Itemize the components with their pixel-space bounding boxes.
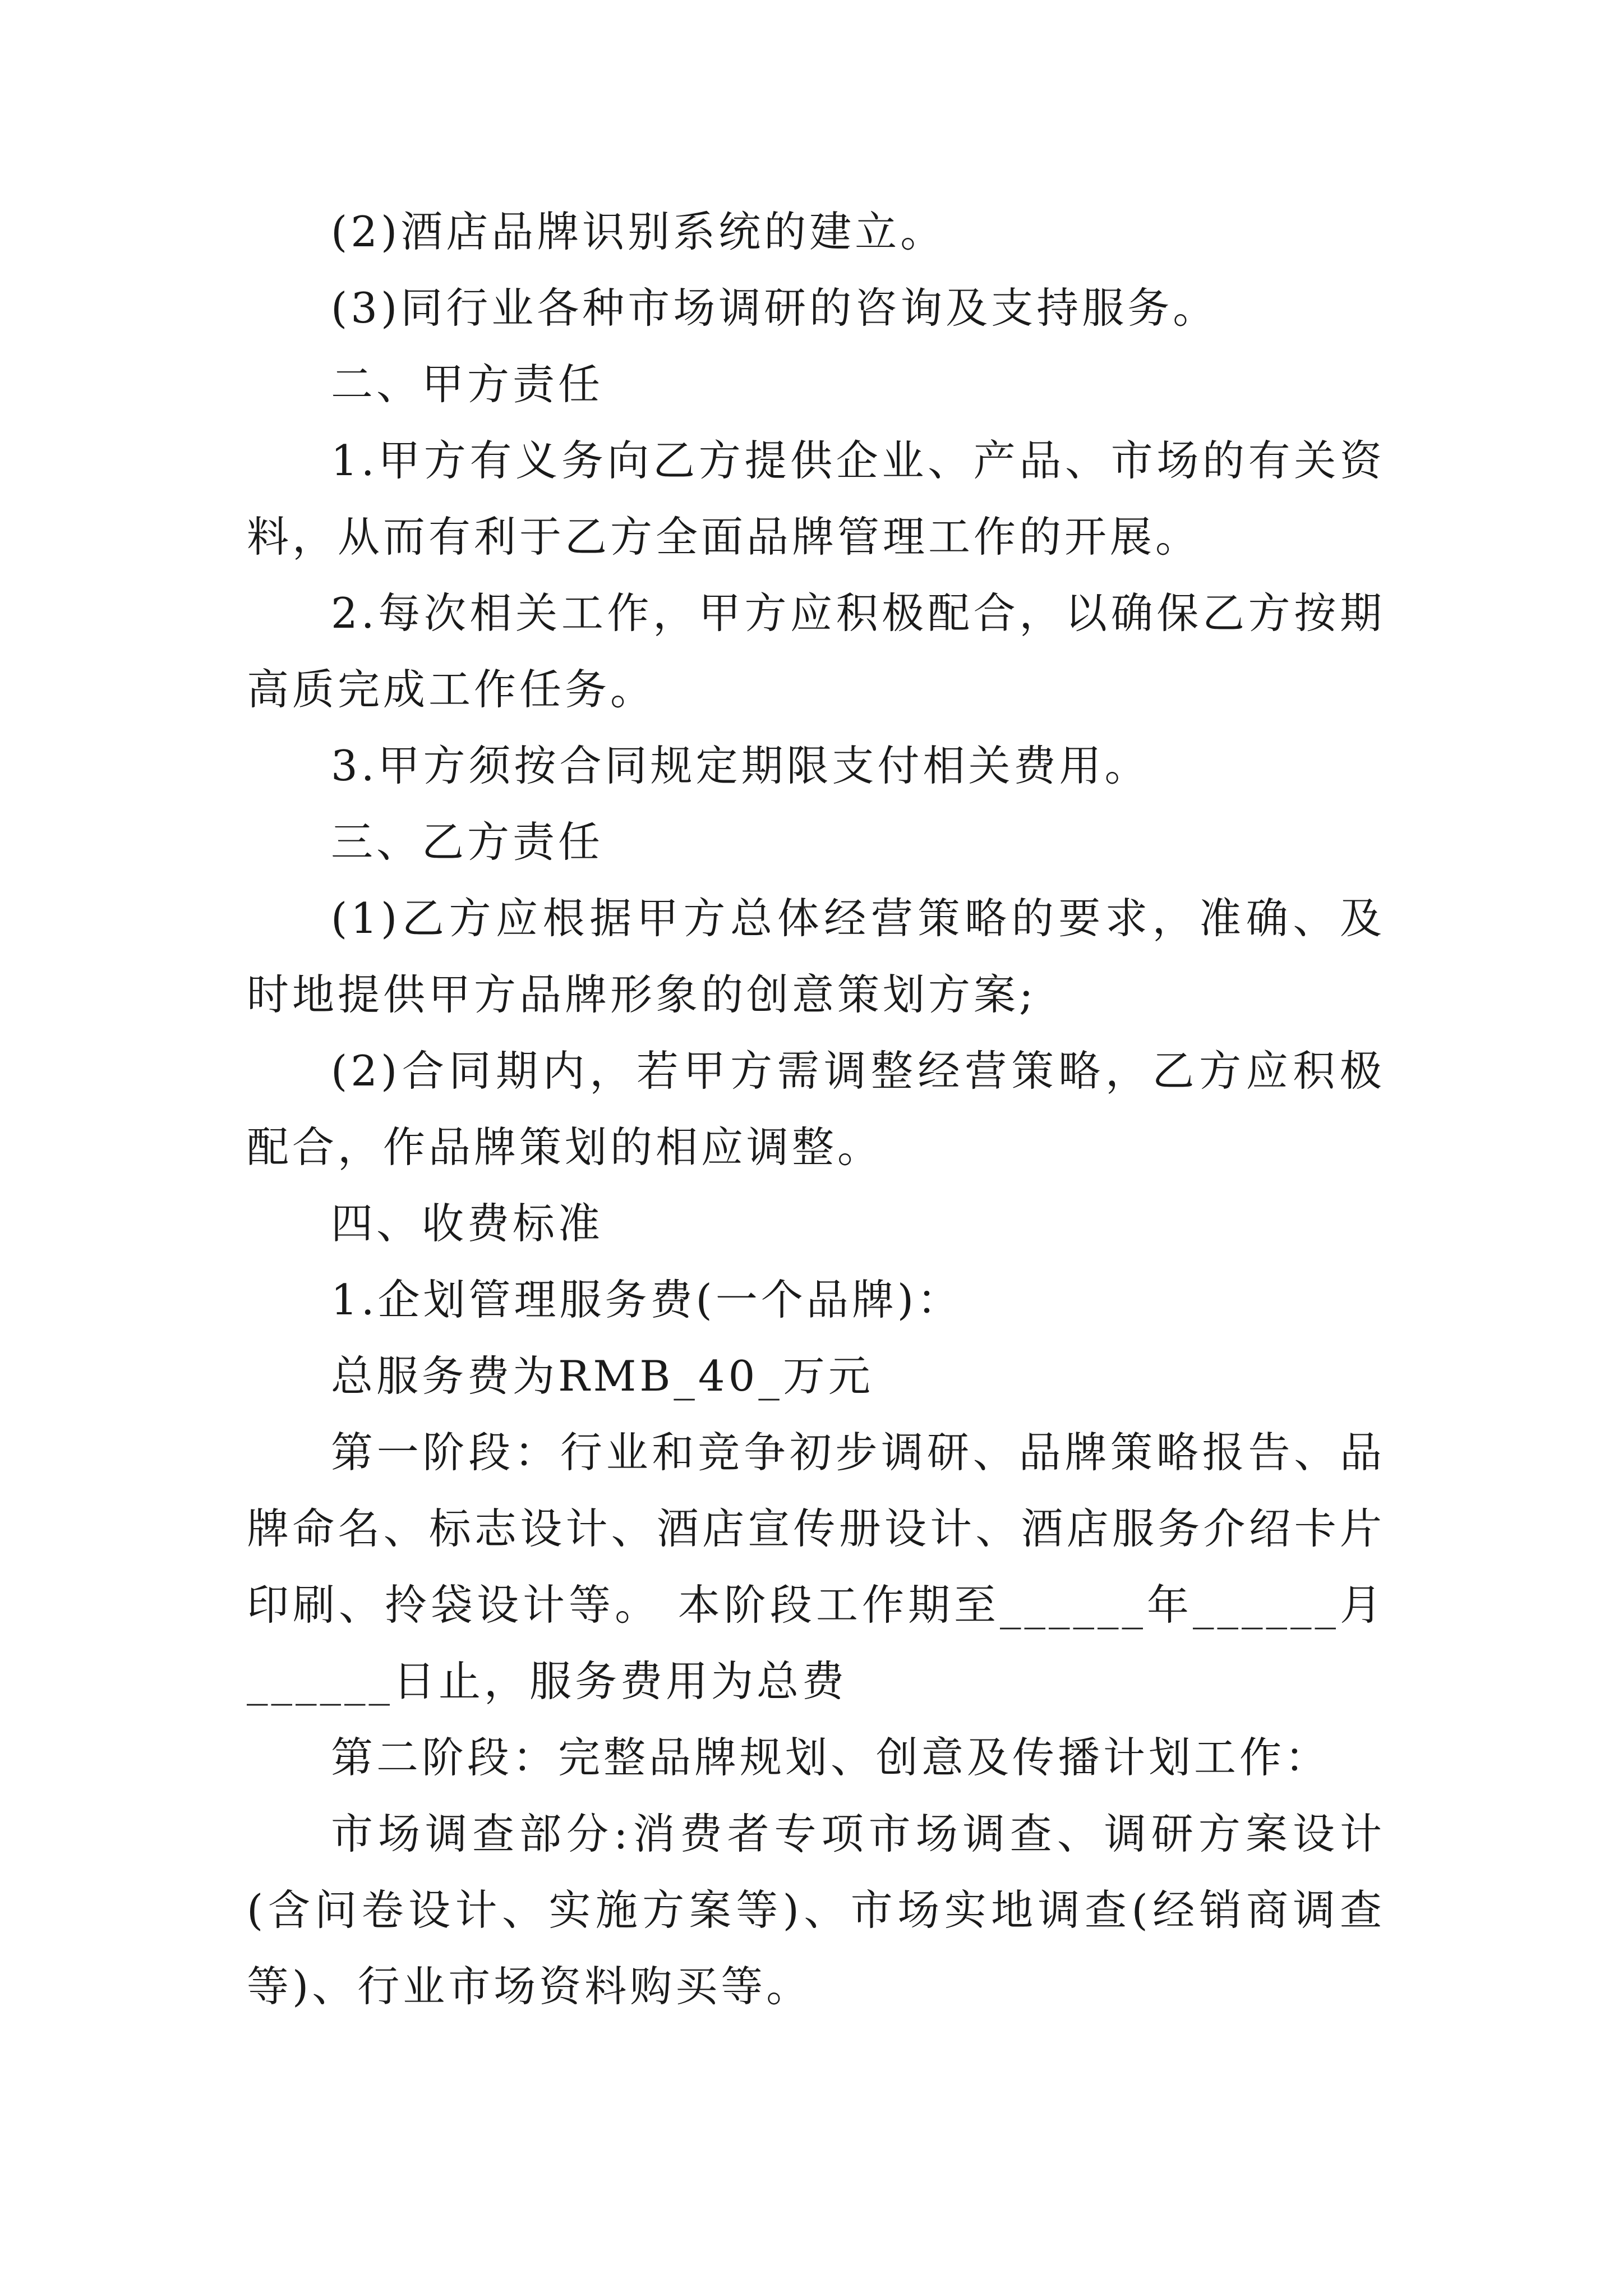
- paragraph: 1.企划管理服务费(一个品牌)：: [331, 1275, 963, 1324]
- paragraph: 总服务费为RMB_40_万元: [331, 1351, 874, 1401]
- section-heading: 二、甲方责任: [331, 360, 604, 409]
- paragraph: (2)合同期内，若甲方需调整经营策略，乙方应积极配合，作品牌策划的相应调整。: [247, 1046, 1385, 1172]
- paragraph: 第二阶段：完整品牌规划、创意及传播计划工作：: [331, 1733, 1331, 1782]
- paragraph: (1)乙方应根据甲方总体经营策略的要求，准确、及时地提供甲方品牌形象的创意策划方案;: [247, 894, 1385, 1019]
- paragraph: 市场调查部分:消费者专项市场调查、调研方案设计(含问卷设计、实施方案等)、市场实地调查(经销商调查等)、行业市场资料购买等。: [247, 1809, 1385, 2011]
- paragraph: 1.甲方有义务向乙方提供企业、产品、市场的有关资料，从而有利于乙方全面品牌管理工作的开展。: [247, 436, 1385, 562]
- paragraph: 第一阶段：行业和竞争初步调研、品牌策略报告、品牌命名、标志设计、酒店宣传册设计、酒店服务介绍卡片印刷、拎袋设计等。 本阶段工作期至______年______月______日止，服务费用为总费: [247, 1428, 1385, 1706]
- section-heading: 三、乙方责任: [331, 817, 604, 867]
- document-body: [247, 194, 1385, 2024]
- section-heading: 四、收费标准: [331, 1199, 604, 1248]
- paragraph: (3)同行业各种市场调研的咨询及支持服务。: [331, 283, 1219, 333]
- paragraph: (2)酒店品牌识别系统的建立。: [331, 207, 946, 256]
- paragraph: 3.甲方须按合同规定期限支付相关费用。: [331, 741, 1150, 790]
- paragraph: 2.每次相关工作，甲方应积极配合，以确保乙方按期高质完成工作任务。: [247, 588, 1385, 714]
